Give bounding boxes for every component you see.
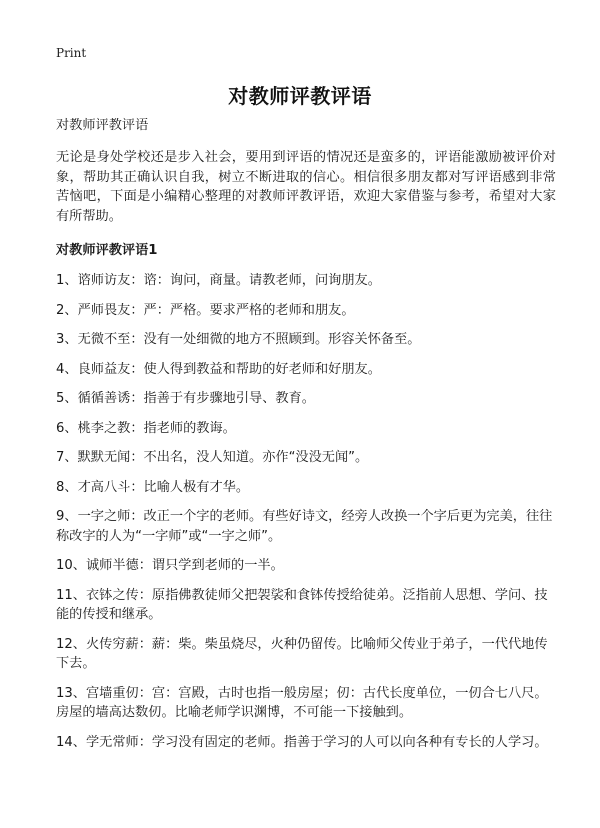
list-item: 10、诚师半德：谓只学到老师的一半。 bbox=[56, 558, 284, 573]
list-item: 12、火传穷薪：薪：柴。柴虽烧尽，火种仍留传。比喻师父传业于弟子，一代代地传下去。 bbox=[56, 636, 548, 671]
article-body bbox=[56, 116, 556, 752]
intro-paragraph: 无论是身处学校还是步入社会，要用到评语的情况还是蛮多的，评语能激励被评价对象，帮助其正确认识自我，树立不断进取的信心。相信很多朋友都对写评语感到非常苦恼吧，下面是小编精心整理的对教师评教评语，欢迎大家借鉴与参考，希望对大家有所帮助。 bbox=[56, 150, 556, 224]
page-title: 对教师评教评语 bbox=[228, 84, 372, 108]
article-subtitle: 对教师评教评语 bbox=[56, 118, 149, 133]
list-item: 6、桃李之教：指老师的教诲。 bbox=[56, 420, 236, 436]
list-item: 7、默默无闻：不出名，没人知道。亦作“没没无闻”。 bbox=[56, 450, 369, 465]
list-item: 14、学无常师：学习没有固定的老师。指善于学习的人可以向各种有专长的人学习。 bbox=[56, 734, 548, 750]
list-item: 8、才高八斗：比喻人极有才华。 bbox=[56, 479, 250, 495]
list-item: 2、严师畏友：严：严格。要求严格的老师和朋友。 bbox=[56, 302, 355, 318]
section-heading: 对教师评教评语1 bbox=[56, 243, 158, 258]
list-item: 9、一字之师：改正一个字的老师。有些好诗文，经旁人改换一个字后更为完美，往往称改字的人为“一字师”或“一字之师”。 bbox=[56, 509, 553, 544]
list-item: 4、良师益友：使人得到教益和帮助的好老师和好朋友。 bbox=[56, 361, 381, 377]
list-item: 11、衣钵之传：原指佛教徒师父把袈裟和食钵传授给徒弟。泛指前人思想、学问、技能的传授和继承。 bbox=[56, 587, 548, 622]
entry-list bbox=[56, 271, 556, 752]
print-link[interactable]: Print bbox=[56, 46, 87, 60]
list-item: 5、循循善诱：指善于有步骤地引导、教育。 bbox=[56, 391, 315, 406]
list-item: 13、宫墙重仞：宫：宫殿，古时也指一般房屋；仞：古代长度单位，一仞合七八尺。房屋的墙高达数仞。比喻老师学识渊博，不可能一下接触到。 bbox=[56, 685, 548, 720]
list-item: 3、无微不至：没有一处细微的地方不照顾到。形容关怀备至。 bbox=[56, 332, 421, 347]
list-item: 1、谘师访友：谘：询问，商量。请教老师，问询朋友。 bbox=[56, 273, 381, 288]
